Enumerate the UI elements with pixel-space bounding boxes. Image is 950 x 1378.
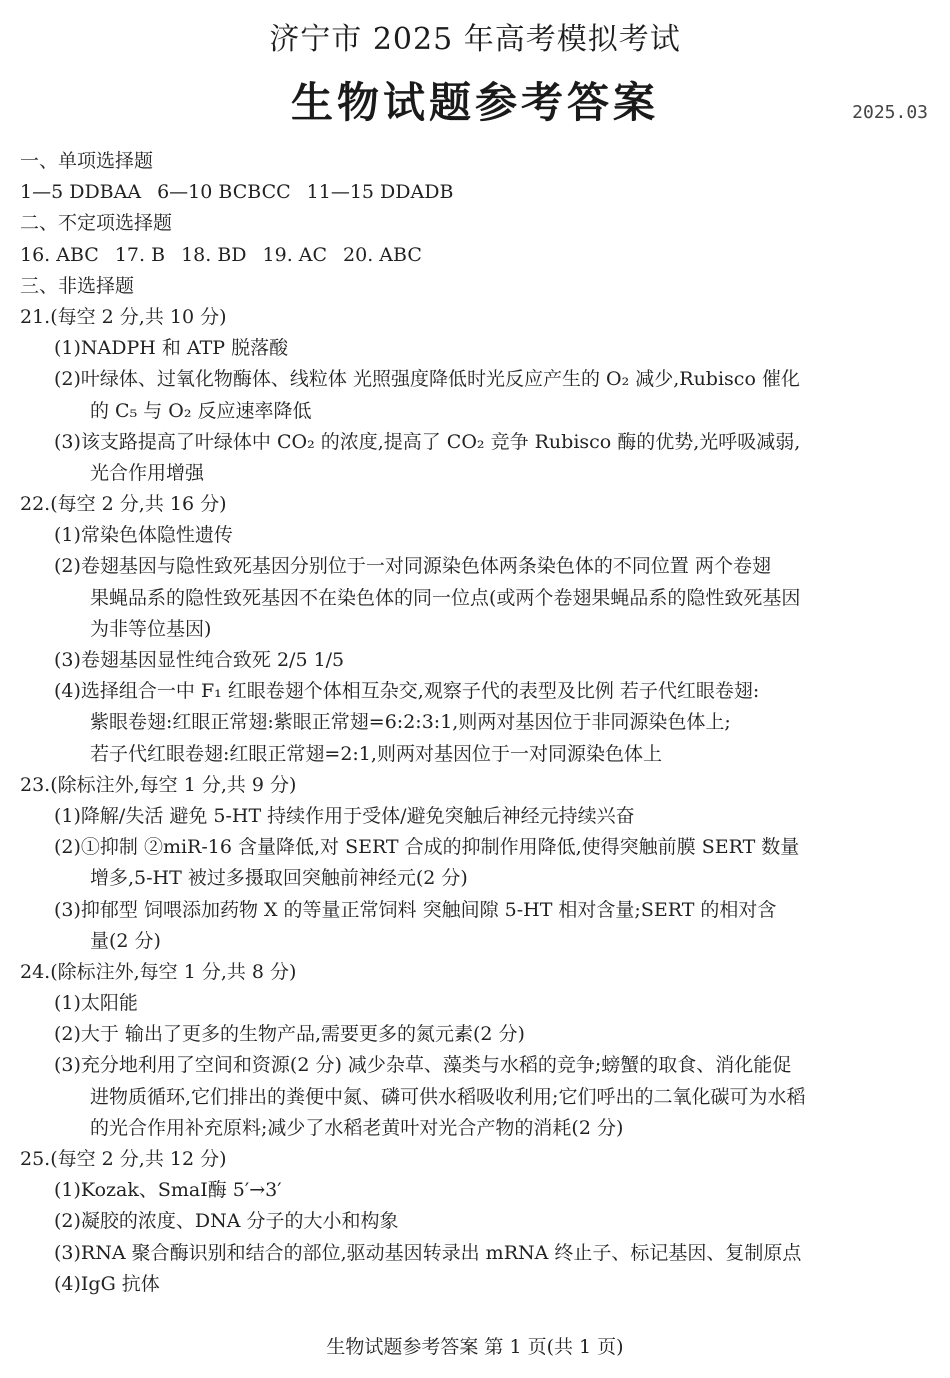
question-24-line: 进物质循环,它们排出的粪便中氮、磷可供水稻吸收利用;它们呼出的二氧化碳可为水稻 [90,1085,806,1108]
question-23-header: 23.(除标注外,每空 1 分,共 9 分) [20,773,297,796]
multi-choice-answers [20,240,932,271]
answer-item: 19. AC [262,243,328,266]
answer-content [20,146,932,1300]
exam-title: 济宁市 2025 年高考模拟考试 [269,22,681,57]
question-22-line: (4)选择组合一中 F₁ 红眼卷翅个体相互杂交,观察子代的表型及比例 若子代红眼卷翅: [54,680,760,703]
single-choice-answers [20,177,932,208]
question-21-line: 光合作用增强 [90,461,205,484]
question-23-line: 量(2 分) [90,929,161,952]
question-24-line: (1)太阳能 [54,992,138,1015]
answer-group: 6—10 BCBCC [157,181,291,204]
question-25-line: (2)凝胶的浓度、DNA 分子的大小和构象 [54,1210,399,1233]
question-22-header: 22.(每空 2 分,共 16 分) [20,493,227,516]
question-23-line: (2)①抑制 ②miR-16 含量降低,对 SERT 合成的抑制作用降低,使得突触前膜 SERT 数量 [54,836,800,859]
question-22-line: 果蝇品系的隐性致死基因不在染色体的同一位点(或两个卷翅果蝇品系的隐性致死基因 [90,586,801,609]
question-24-line: (2)大于 输出了更多的生物产品,需要更多的氮元素(2 分) [54,1023,525,1046]
question-25-header: 25.(每空 2 分,共 12 分) [20,1148,227,1170]
question-21-line: (3)该支路提高了叶绿体中 CO₂ 的浓度,提高了 CO₂ 竞争 Rubisco 酶的优势,光呼吸减弱, [54,430,801,453]
question-22-line: (2)卷翅基因与隐性致死基因分别位于一对同源染色体两条染色体的不同位置 两个卷翅 [54,555,771,578]
document-date: 2025.03 [852,102,928,123]
document-title: 生物试题参考答案 [290,78,659,127]
answer-item: 18. BD [181,243,247,266]
question-23-line: (3)抑郁型 饲喂添加药物 X 的等量正常饲料 突触间隙 5-HT 相对含量;SERT 的相对含 [54,898,777,921]
answer-item: 16. ABC [20,243,99,266]
question-22-line: 若子代红眼卷翅:红眼正常翅=2:1,则两对基因位于一对同源染色体上 [90,742,662,765]
page-footer: 生物试题参考答案 第 1 页(共 1 页) [326,1336,624,1358]
answer-item: 17. B [114,243,166,266]
question-21-line: (1)NADPH 和 ATP 脱落酸 [54,337,289,360]
question-25-line: (1)Kozak、SmaⅠ酶 5′→3′ [54,1179,282,1202]
answer-item: 20. ABC [343,243,422,266]
question-21-line: (2)叶绿体、过氧化物酶体、线粒体 光照强度降低时光反应产生的 O₂ 减少,Rubisco 催化 [54,368,800,391]
question-24-header: 24.(除标注外,每空 1 分,共 8 分) [20,960,297,983]
section-title-non-choice: 三、非选择题 [20,274,135,297]
question-22-line: (1)常染色体隐性遗传 [54,524,233,547]
question-23-line: 增多,5-HT 被过多摄取回突触前神经元(2 分) [90,867,468,890]
section-title-single-choice: 一、单项选择题 [20,150,154,172]
question-23-line: (1)降解/失活 避免 5-HT 持续作用于受体/避免突触后神经元持续兴奋 [54,804,635,827]
question-21-header: 21.(每空 2 分,共 10 分) [20,305,227,328]
question-22-line: 紫眼卷翅:红眼正常翅:紫眼正常翅=6:2:3:1,则两对基因位于非同源染色体上; [90,711,731,734]
question-21-line: 的 C₅ 与 O₂ 反应速率降低 [90,399,312,422]
question-25-line: (3)RNA 聚合酶识别和结合的部位,驱动基因转录出 mRNA 终止子、标记基因、复制原点 [54,1241,802,1264]
question-22-line: 为非等位基因) [90,617,212,640]
question-22-line: (3)卷翅基因显性纯合致死 2/5 1/5 [54,649,345,671]
answer-group: 1—5 DDBAA [20,181,142,204]
question-24-line: 的光合作用补充原料;减少了水稻老黄叶对光合产物的消耗(2 分) [90,1116,624,1139]
section-title-multi-choice: 二、不定项选择题 [20,212,173,235]
question-25-line: (4)IgG 抗体 [54,1272,160,1295]
question-24-line: (3)充分地利用了空间和资源(2 分) 减少杂草、藻类与水稻的竞争;螃蟹的取食、消化能促 [54,1054,792,1077]
answer-group: 11—15 DDADB [306,181,454,204]
